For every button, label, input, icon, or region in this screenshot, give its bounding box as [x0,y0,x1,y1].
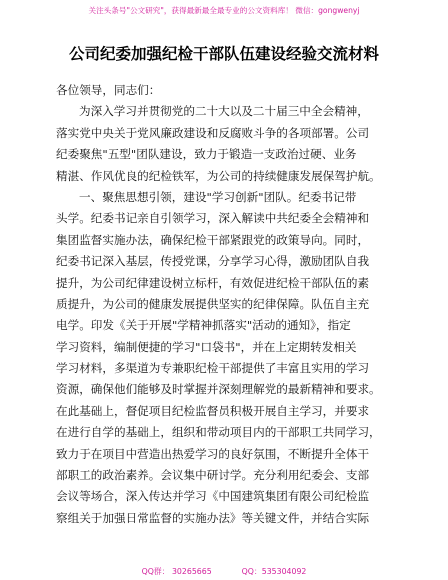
paragraph-line: 提升，为公司纪律建设树立标杆，有效促进纪检干部队伍的素 [56,275,370,290]
paragraph-line: 集团监督实施办法，确保纪检干部紧跟党的政策导向。同时， [56,232,370,247]
qq-group-text: QQ群： 30265665 [141,567,212,576]
paragraph-line: 落实党中央关于党风廉政建设和反腐败斗争的各项部署。公司 [56,125,370,140]
qq-text: QQ：535304092 [241,567,307,576]
paragraph-line: 会议等场合，深入传达并学习《中国建筑集团有限公司纪检监 [56,489,370,504]
paragraph-line: 致力于在项目中营造出热爱学习的良好氛围，不断提升全体干 [56,446,370,461]
paragraph-line: 学习资料，编制便捷的学习"口袋书"，并在上定期转发相关 [56,339,357,354]
page-title: 公司纪委加强纪检干部队伍建设经验交流材料 [68,45,379,63]
paragraph-line: 察组关于加强日常监督的实施办法》等关键文件，并结合实际 [56,510,370,525]
paragraph-line: 精湛、作风优良的纪检铁军，为公司的持续健康发展保驾护航。 [56,168,381,183]
document-body [56,80,392,529]
salutation-line: 各位领导，同志们： [56,83,161,97]
promo-banner: 关注头条号"公文研究"，获得最新最全最专业的公文资料库！ 微信：gongwenyj [88,6,360,15]
paragraph-line: 为深入学习并贯彻党的二十大以及二十届三中全会精神， [79,104,369,119]
paragraph-line: 部职工的政治素养。会议集中研讨学。充分利用纪委会、支部 [56,468,370,483]
paragraph-line: 纪委聚焦"五型"团队建设，致力于锻造一支政治过硬、业务 [56,147,357,162]
paragraph-line: 头学。纪委书记亲自引领学习，深入解读中共纪委全会精神和 [56,211,370,226]
contact-footer [0,566,448,578]
paragraph-line: 学习材料，多渠道为专兼职纪检干部提供了丰富且实用的学习 [56,361,370,376]
section-heading-line: 一、聚焦思想引领，建设"学习创新"团队。纪委书记带 [79,189,357,204]
paragraph-line: 质提升，为公司的健康发展提供坚实的纪律保障。队伍自主充 [56,296,370,311]
paragraph-line: 资源，确保他们能够及时掌握并深刻理解党的最新精神和要求。 [56,382,381,397]
paragraph-line: 电学。印发《关于开展"学精神抓落实"活动的通知》，指定 [56,318,351,333]
paragraph-line: 在此基础上，督促项目纪检监督员积极开展自主学习，并要求 [56,403,370,418]
paragraph-line: 在进行自学的基础上，组织和带动项目内的干部职工共同学习， [56,425,381,440]
paragraph-line: 纪委书记深入基层，传授党课，分享学习心得，激励团队自我 [56,254,370,269]
